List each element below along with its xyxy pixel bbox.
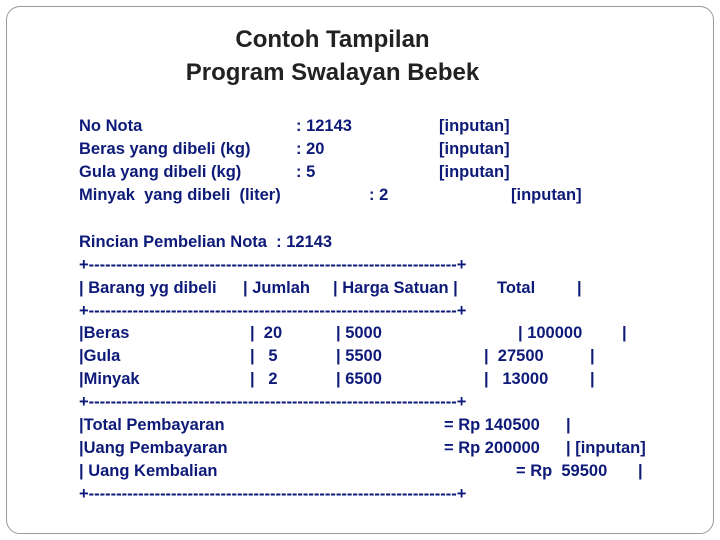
input-label-beras: Beras yang dibeli (kg)	[79, 140, 251, 158]
row-item: |Minyak	[79, 370, 140, 388]
table-border-top: +-------------------------------------------------------------------+	[79, 256, 467, 274]
input-note-no-nota: [inputan]	[439, 117, 510, 135]
row-qty: | 20	[250, 324, 283, 342]
row-price: | 5000	[336, 324, 382, 342]
row-total: | 13000	[484, 370, 549, 388]
header-price: | Harga Satuan |	[333, 279, 458, 297]
summary-end-total: |	[566, 416, 571, 434]
row-item: |Gula	[79, 347, 121, 365]
input-value-minyak: : 2	[369, 186, 389, 204]
header-qty: | Jumlah	[243, 279, 310, 297]
row-price: | 5500	[336, 347, 382, 365]
input-note-beras: [inputan]	[439, 140, 510, 158]
input-note-minyak: [inputan]	[511, 186, 582, 204]
summary-value-total: = Rp 140500	[444, 416, 540, 434]
summary-end-bayar: | [inputan]	[566, 439, 646, 457]
input-value-gula: : 5	[296, 163, 316, 181]
table-border-mid: +-------------------------------------------------------------------+	[79, 302, 467, 320]
summary-label-bayar: |Uang Pembayaran	[79, 439, 228, 457]
row-price: | 6500	[336, 370, 382, 388]
input-label-minyak: Minyak yang dibeli (liter)	[79, 186, 281, 204]
input-note-gula: [inputan]	[439, 163, 510, 181]
row-qty: | 5	[250, 347, 278, 365]
table-border-bottom: +-------------------------------------------------------------------+	[79, 393, 467, 411]
input-label-gula: Gula yang dibeli (kg)	[79, 163, 242, 181]
input-value-beras: : 20	[296, 140, 325, 158]
row-item: |Beras	[79, 324, 130, 342]
summary-value-kembalian: = Rp 59500	[516, 462, 608, 480]
table-border-final: +-------------------------------------------------------------------+	[79, 485, 467, 503]
row-qty: | 2	[250, 370, 278, 388]
input-label-no-nota: No Nota	[79, 117, 143, 135]
summary-label-kembalian: | Uang Kembalian	[79, 462, 218, 480]
rincian-heading: Rincian Pembelian Nota : 12143	[79, 233, 333, 251]
summary-end-kembalian: |	[638, 462, 643, 480]
row-end: |	[590, 347, 595, 365]
row-end: |	[622, 324, 627, 342]
input-value-no-nota: : 12143	[296, 117, 352, 135]
header-end: |	[577, 279, 582, 297]
summary-label-total: |Total Pembayaran	[79, 416, 225, 434]
title-line-1: Contoh Tampilan	[235, 26, 430, 53]
row-total: | 27500	[484, 347, 544, 365]
row-total: | 100000	[518, 324, 583, 342]
header-item: | Barang yg dibeli	[79, 279, 217, 297]
header-total: Total	[497, 279, 536, 297]
summary-value-bayar: = Rp 200000	[444, 439, 540, 457]
row-end: |	[590, 370, 595, 388]
title-line-2: Program Swalayan Bebek	[185, 59, 480, 86]
